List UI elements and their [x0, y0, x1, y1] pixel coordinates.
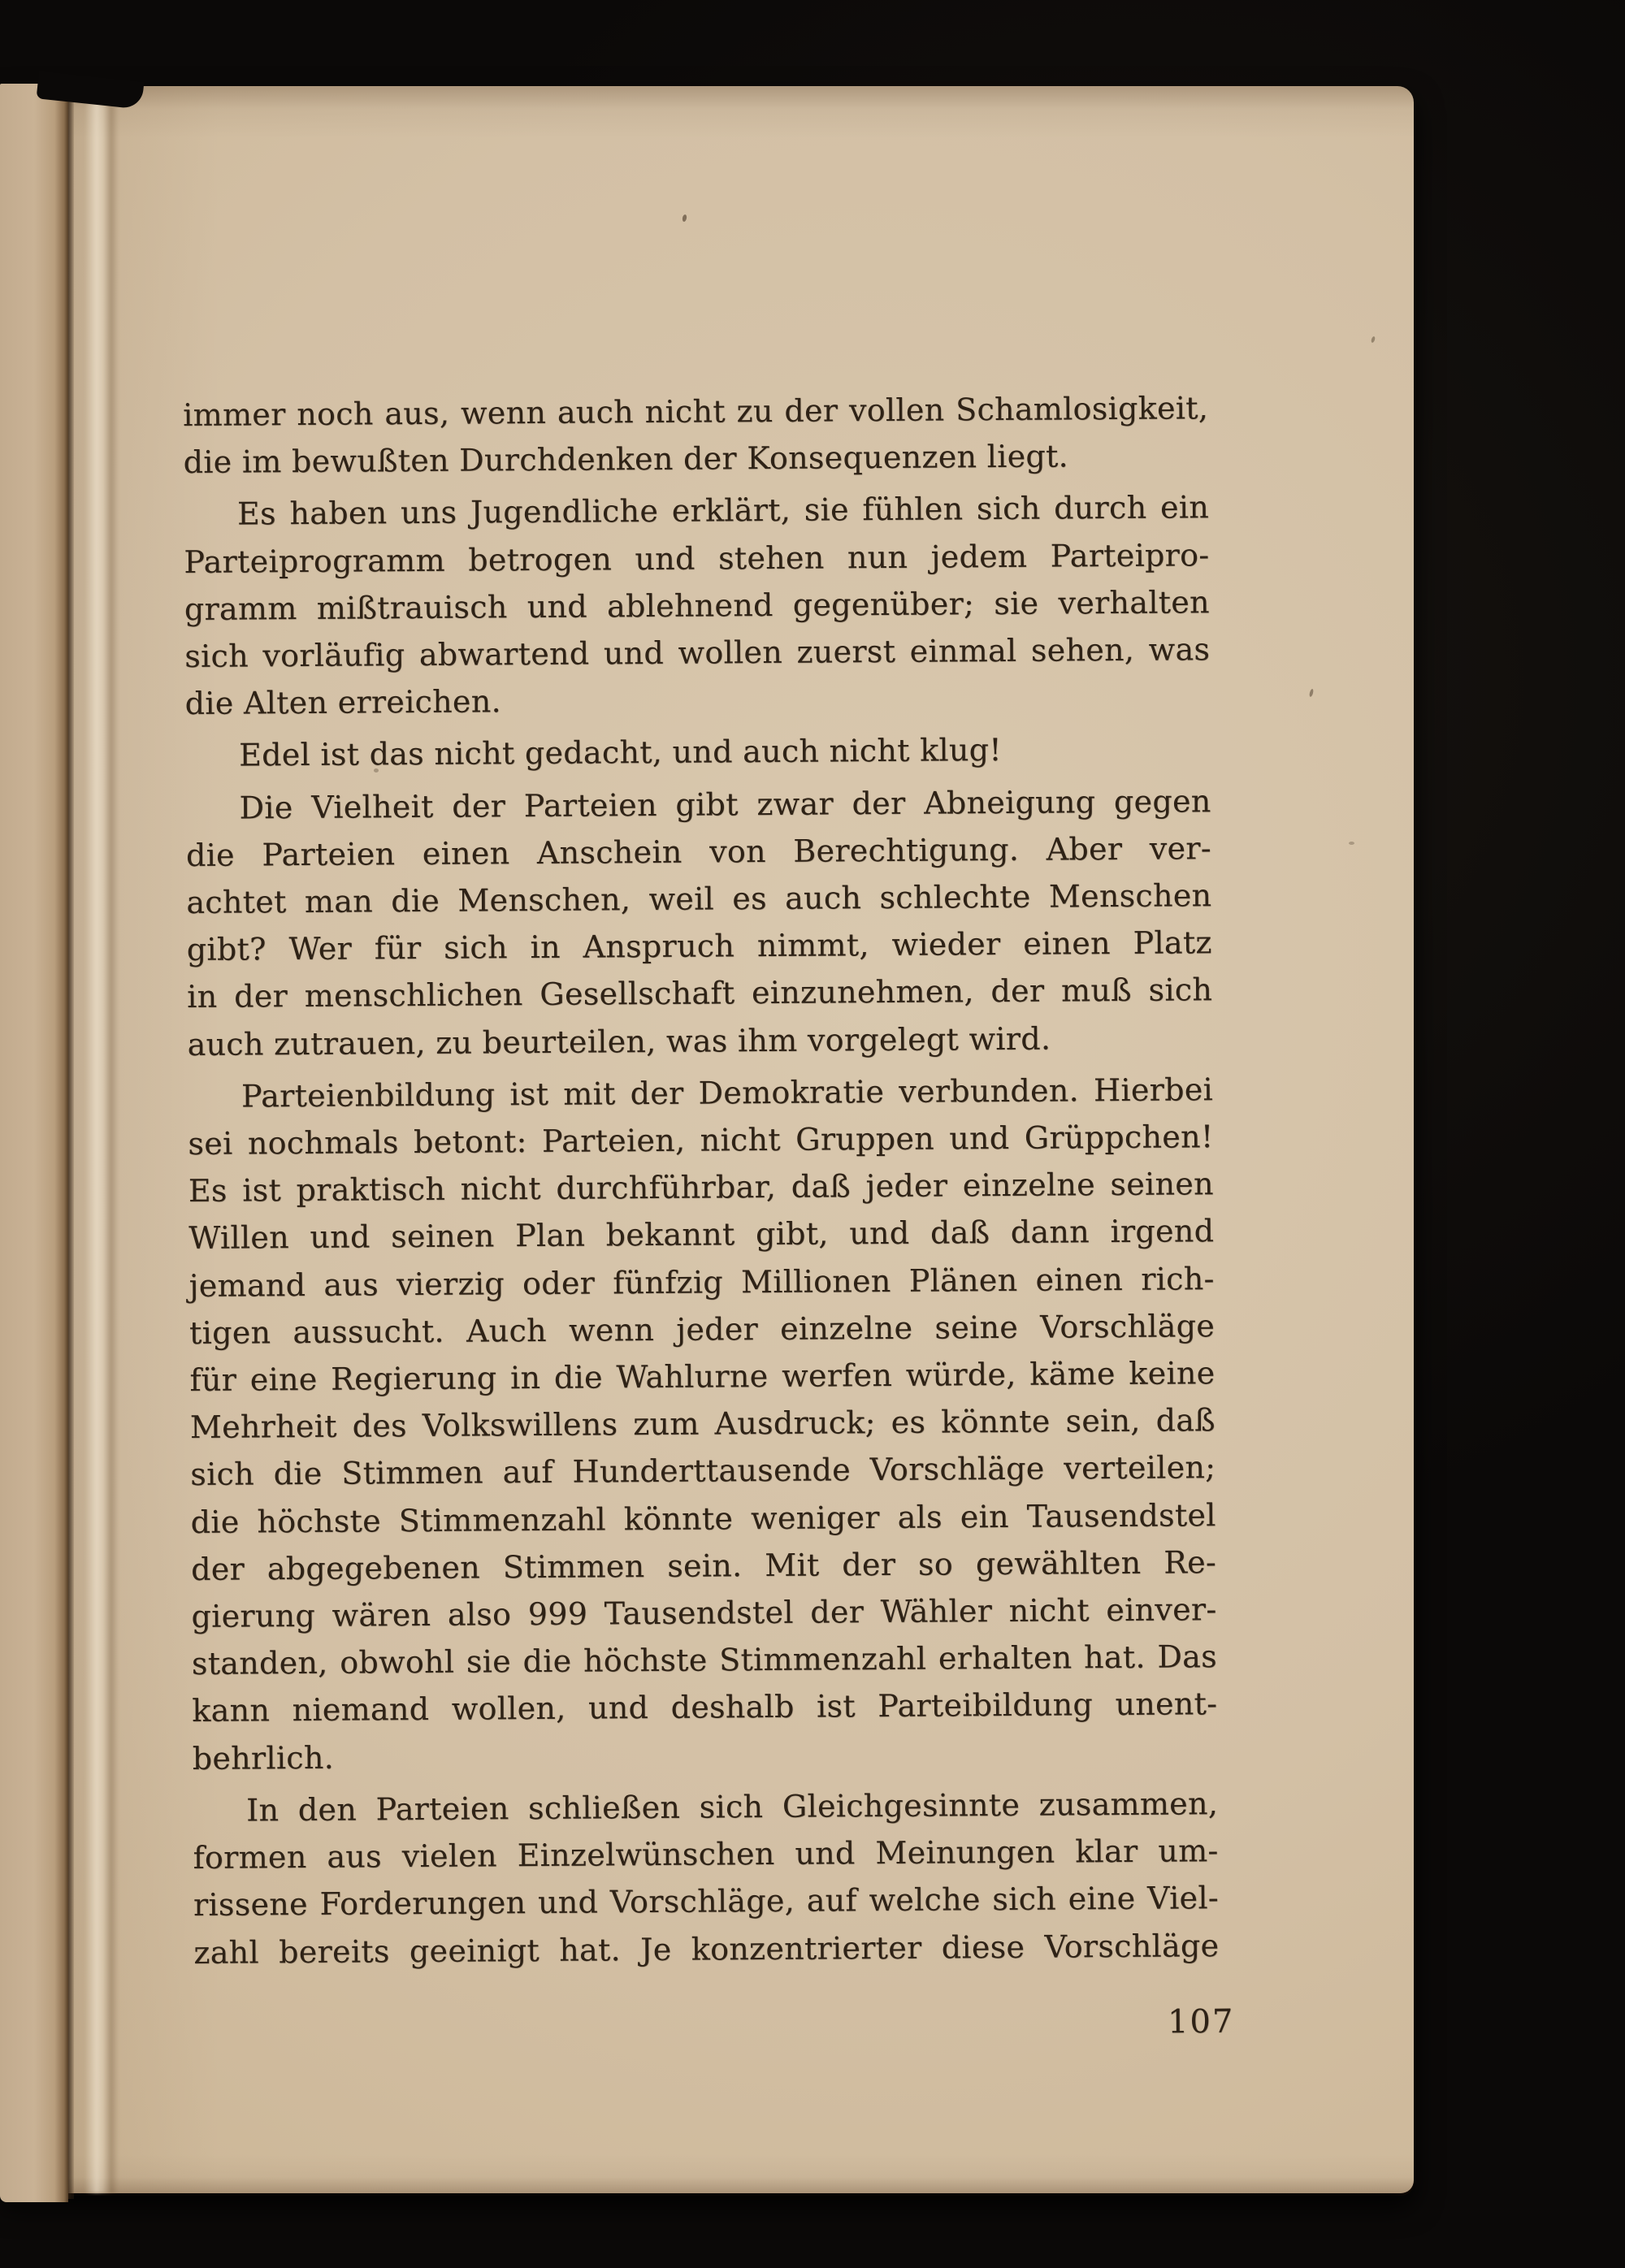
text-line: sich vorläufig abwartend und wollen zuerst einmal sehen, was: [184, 631, 1211, 675]
text-line: In den Parteien schließen sich Gleichgesinnte zusammen,: [246, 1785, 1219, 1829]
book-page: [0, 86, 1414, 2193]
scan-speck: [1371, 336, 1376, 344]
paragraph: [183, 384, 1209, 486]
paragraph: [185, 777, 1212, 1068]
text-line: gibt? Wer für sich in Anspruch nimmt, wieder einen Platz: [186, 924, 1212, 968]
text-line: gierung wären also 999 Tausendstel der Wähler nicht einver-: [191, 1591, 1217, 1635]
page-edge-strip: [0, 84, 68, 2202]
text-line: die höchste Stimmenzahl könnte weniger als ein Tausendstel: [190, 1496, 1216, 1540]
text-line: Die Vielheit der Parteien gibt zwar der Abneigung gegen: [239, 782, 1211, 826]
text-line: jemand aus vierzig oder fünfzig Millionen Plänen einen rich-: [188, 1260, 1215, 1304]
binding-shadow-line: [68, 84, 74, 2199]
text-line: standen, obwohl sie die höchste Stimmenzahl erhalten hat. Das: [191, 1638, 1218, 1682]
scan-speck: [682, 214, 687, 223]
paragraph: [188, 1066, 1218, 1782]
text-line: die im bewußten Durchdenken der Konsequenzen liegt.: [183, 438, 1069, 481]
page-text: [183, 384, 1220, 1976]
scan-speck: [1309, 689, 1314, 698]
text-line: sich die Stimmen auf Hunderttausende Vorschläge verteilen;: [190, 1449, 1216, 1493]
text-line: kann niemand wollen, und deshalb ist Parteibildung unent-: [192, 1686, 1218, 1729]
text-line: auch zutrauen, zu beurteilen, was ihm vorgelegt wird.: [187, 1020, 1051, 1063]
text-line: Edel ist das nicht gedacht, und auch nicht klug!: [238, 732, 1003, 773]
text-line: für eine Regierung in die Wahlurne werfen würde, käme keine: [189, 1355, 1216, 1399]
text-line: Es haben uns Jugendliche erklärt, sie fühlen sich durch ein: [236, 489, 1210, 532]
text-line: immer noch aus, wenn auch nicht zu der vollen Schamlosigkeit,: [183, 390, 1209, 433]
text-line: Parteiprogramm betrogen und stehen nun jedem Parteipro-: [184, 536, 1210, 580]
text-line: gramm mißtrauisch und ablehnend gegenüber; sie verhalten: [184, 583, 1210, 627]
text-line: Mehrheit des Volkswillens zum Ausdruck; es könnte sein, daß: [189, 1402, 1216, 1446]
text-line: Willen und seinen Plan bekannt gibt, und daß dann irgend: [188, 1213, 1215, 1257]
text-line: in der menschlichen Gesellschaft einzunehmen, der muß sich: [187, 972, 1213, 1015]
text-line: Parteienbildung ist mit der Demokratie verbunden. Hierbei: [240, 1071, 1214, 1115]
text-line: Es ist praktisch nicht durchführbar, daß jeder einzelne seinen: [188, 1166, 1214, 1210]
binding-crease: [84, 86, 119, 2193]
text-line: sei nochmals betont: Parteien, nicht Gruppen und Grüppchen!: [188, 1119, 1214, 1162]
text-line: achtet man die Menschen, weil es auch schlechte Menschen: [186, 877, 1212, 921]
scan-speck: [1349, 842, 1354, 845]
text-line: der abgegebenen Stimmen sein. Mit der so gewählten Re-: [190, 1544, 1217, 1587]
text-line: behrlich.: [192, 1739, 335, 1777]
text-line: die Alten erreichen.: [184, 683, 502, 722]
text-line: die Parteien einen Anschein von Berechtigung. Aber ver-: [185, 830, 1212, 873]
page-number: 107: [1167, 2002, 1235, 2041]
text-line: tigen aussucht. Auch wenn jeder einzelne seine Vorschläge: [188, 1308, 1216, 1351]
text-line: formen aus vielen Einzelwünschen und Meinungen klar um-: [193, 1833, 1219, 1876]
paragraph: [184, 484, 1211, 728]
paragraph: [185, 725, 1211, 780]
paragraph: [193, 1780, 1220, 1976]
text-line: rissene Forderungen und Vorschläge, auf welche sich eine Viel-: [193, 1880, 1220, 1924]
text-line: zahl bereits geeinigt hat. Je konzentrierter diese Vorschläge: [193, 1927, 1220, 1971]
